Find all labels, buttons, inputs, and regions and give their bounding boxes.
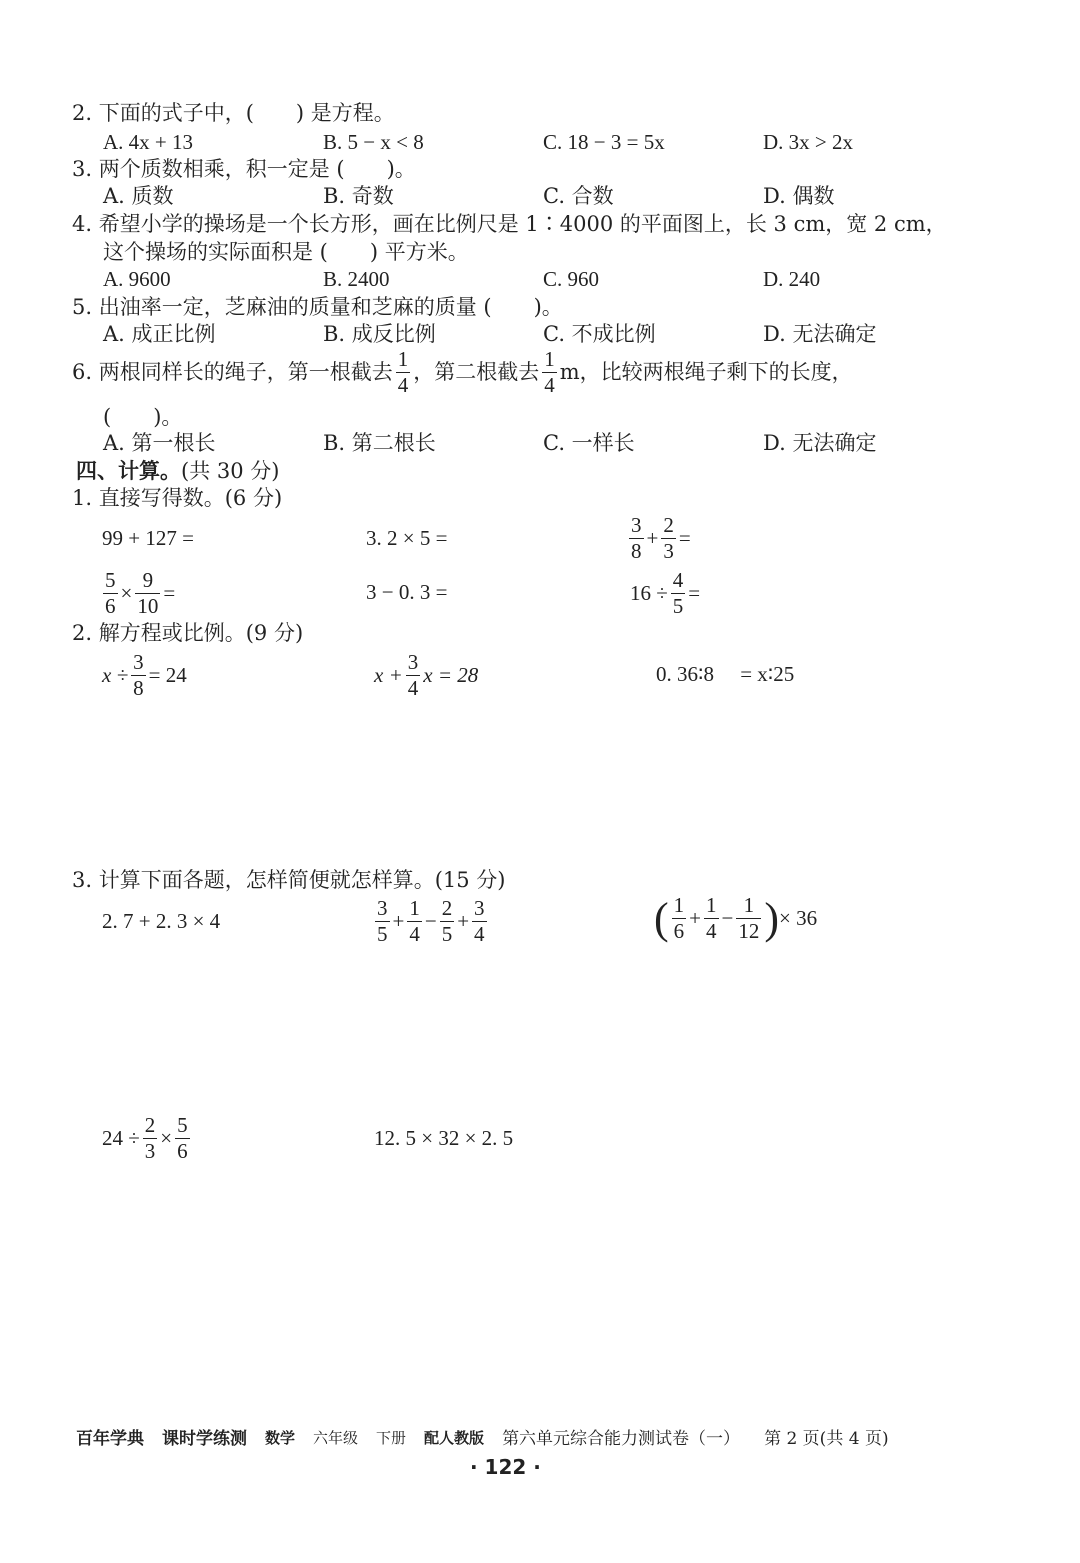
s2-e1-pre: x ÷ xyxy=(102,663,129,687)
s2-equation-2 xyxy=(374,652,478,699)
s3-e3-op1: + xyxy=(689,906,701,930)
q3-option-a: A. 质数 xyxy=(103,184,174,208)
q6-stem-line2: ( )。 xyxy=(103,405,183,429)
s3-e2b-num: 1 xyxy=(409,896,420,920)
q3-option-b: B. 奇数 xyxy=(323,184,394,208)
s1-e3-op: + xyxy=(646,526,659,550)
section-4-title: 四、计算。 xyxy=(76,458,181,483)
s3-expr-1: 2. 7 + 2. 3 × 4 xyxy=(102,909,221,933)
s2-e1-frac xyxy=(131,652,146,699)
s2-e2-post: x = 28 xyxy=(423,663,479,687)
s1-expr-4 xyxy=(100,570,175,617)
s3-e3b-den: 4 xyxy=(706,919,717,943)
s1-expr-2: 3. 2 × 5 = xyxy=(366,526,448,550)
s1-e4a-num: 5 xyxy=(105,568,116,592)
s1-e4-op: × xyxy=(120,581,133,605)
q6-option-c: C. 一样长 xyxy=(543,431,635,455)
q4-option-b: B. 2400 xyxy=(323,267,390,291)
s3-e2-op2: − xyxy=(424,909,437,933)
s1-e3-frac-b xyxy=(661,515,676,562)
s1-e3b-den: 3 xyxy=(663,539,674,563)
footer-volume: 下册 xyxy=(376,1429,407,1447)
s2-e2-frac xyxy=(406,652,421,699)
q4-option-c: C. 960 xyxy=(543,267,600,291)
s3-e4-frac-b xyxy=(175,1115,190,1162)
s3-e2-frac-b xyxy=(407,898,422,945)
s2-e1-den: 8 xyxy=(133,676,144,700)
q2-option-b: B. 5 − x < 8 xyxy=(323,130,424,154)
s2-e2-pre: x + xyxy=(374,663,403,687)
s3-e2d-den: 4 xyxy=(474,922,485,946)
s1-expr-5: 3 − 0. 3 = xyxy=(366,580,448,604)
s3-e4a-num: 2 xyxy=(144,1113,156,1137)
footer-line xyxy=(76,1431,889,1448)
s3-e3a-den: 6 xyxy=(673,919,685,943)
q4-stem-line2: 这个操场的实际面积是 ( ) 平方米。 xyxy=(103,240,469,264)
footer-test-title: 第六单元综合能力测试卷（一） xyxy=(502,1429,741,1449)
s3-e2d-num: 3 xyxy=(474,896,485,920)
footer-subject: 数学 xyxy=(265,1429,296,1447)
q3-option-c: C. 合数 xyxy=(543,184,614,208)
s3-e2-frac-c xyxy=(440,898,455,945)
s2-e2-num: 3 xyxy=(407,650,419,674)
s1-e4b-num: 9 xyxy=(142,568,154,592)
q6-frac2-num: 1 xyxy=(544,347,555,371)
s2-equation-1 xyxy=(102,652,187,699)
s2-e2-den: 4 xyxy=(407,676,419,700)
s3-expr-3 xyxy=(654,895,817,942)
s3-e3b-num: 1 xyxy=(706,893,717,917)
s3-e2-frac-d xyxy=(472,898,487,945)
s1-e4a-den: 6 xyxy=(105,594,116,618)
q6-option-b: B. 第二根长 xyxy=(323,431,436,455)
footer-page-info: 第 2 页(共 4 页) xyxy=(764,1429,889,1449)
s1-e6-den: 5 xyxy=(672,594,684,618)
s1-e3a-den: 8 xyxy=(631,539,642,563)
footer-brand: 百年学典 xyxy=(76,1429,144,1449)
s1-expr-6 xyxy=(630,570,700,617)
footer-edition: 配人教版 xyxy=(424,1429,485,1447)
q4-stem-line1: 4. 希望小学的操场是一个长方形，画在比例尺是 1∶4000 的平面图上，长 3 cm，宽 2 cm， xyxy=(72,212,947,236)
footer-series: 课时学练测 xyxy=(162,1429,247,1449)
s3-expr-4 xyxy=(102,1115,193,1162)
s3-e2-frac-a xyxy=(375,898,390,945)
s3-title: 3. 计算下面各题，怎样简便就怎样算。(15 分) xyxy=(72,868,506,892)
s1-title: 1. 直接写得数。(6 分) xyxy=(72,486,283,510)
s3-expr-2 xyxy=(372,898,490,945)
footer-grade: 六年级 xyxy=(313,1429,359,1447)
q3-stem: 3. 两个质数相乘，积一定是 ( )。 xyxy=(72,157,416,181)
s3-e2b-den: 4 xyxy=(409,922,420,946)
s1-e4-frac-a xyxy=(103,570,118,617)
section-4-heading xyxy=(76,460,279,482)
q2-option-a: A. 4x + 13 xyxy=(103,130,194,154)
s1-expr-1: 99 + 127 = xyxy=(102,526,194,550)
q6-frac2-den: 4 xyxy=(544,373,555,397)
s1-expr-3 xyxy=(626,515,691,562)
s1-e4-eq: = xyxy=(163,581,176,605)
s1-e4-frac-b xyxy=(135,570,160,617)
s3-e2-op1: + xyxy=(392,909,405,933)
q2-stem: 2. 下面的式子中，( ) 是方程。 xyxy=(72,101,395,125)
q2-option-c: C. 18 − 3 = 5x xyxy=(543,130,665,154)
s3-expr-5: 12. 5 × 32 × 2. 5 xyxy=(374,1126,514,1150)
s3-e3-frac-b xyxy=(704,895,719,942)
q6-option-a: A. 第一根长 xyxy=(103,431,216,455)
s2-e1-num: 3 xyxy=(133,650,144,674)
s3-e3c-den: 12 xyxy=(738,919,760,943)
s1-e3-eq: = xyxy=(678,526,691,550)
q5-option-c: C. 不成比例 xyxy=(543,322,656,346)
s3-e2a-den: 5 xyxy=(377,922,388,946)
s3-e3c-num: 1 xyxy=(743,893,755,917)
q2-option-d: D. 3x > 2x xyxy=(763,130,854,154)
s3-e3-frac-a xyxy=(672,895,687,942)
s3-e4-op: × xyxy=(160,1126,173,1150)
s3-e2c-den: 5 xyxy=(441,922,453,946)
s3-e4b-num: 5 xyxy=(177,1113,188,1137)
s1-e4b-den: 10 xyxy=(137,594,159,618)
s3-e3-post: × 36 xyxy=(779,906,818,930)
q3-option-d: D. 偶数 xyxy=(763,184,835,208)
s3-e3-op2: − xyxy=(721,906,734,930)
q5-stem: 5. 出油率一定，芝麻油的质量和芝麻的质量 ( )。 xyxy=(72,295,563,319)
q6-text-2: ，第二根截去 xyxy=(413,360,540,384)
q6-fraction-1 xyxy=(396,349,411,396)
s3-e3-right-paren: ) xyxy=(764,893,779,943)
q5-option-b: B. 成反比例 xyxy=(323,322,436,346)
q5-option-d: D. 无法确定 xyxy=(763,322,877,346)
s3-e3-left-paren: ( xyxy=(654,893,669,943)
s1-e3a-num: 3 xyxy=(631,513,642,537)
q5-option-a: A. 成正比例 xyxy=(103,322,216,346)
q4-option-d: D. 240 xyxy=(763,267,821,291)
q6-text-3: m，比较两根绳子剩下的长度， xyxy=(559,360,853,384)
s3-e4b-den: 6 xyxy=(177,1139,188,1163)
s1-e6-frac xyxy=(671,570,686,617)
s3-e2a-num: 3 xyxy=(377,896,388,920)
s3-e3-frac-c xyxy=(736,895,761,942)
q6-text-1: 6. 两根同样长的绳子，第一根截去 xyxy=(72,360,393,384)
page-number: · 122 · xyxy=(470,1455,541,1479)
q6-stem-line1 xyxy=(72,349,853,396)
q6-option-d: D. 无法确定 xyxy=(763,431,877,455)
q6-fraction-2 xyxy=(542,349,557,396)
section-4-score: (共 30 分) xyxy=(181,459,280,483)
s2-e1-post: = 24 xyxy=(148,663,187,687)
s1-e6-pre: 16 ÷ xyxy=(630,581,668,605)
s3-e4-pre: 24 ÷ xyxy=(102,1126,140,1150)
s1-e3-frac-a xyxy=(629,515,644,562)
s2-proportion: 0. 36∶8 = x∶25 xyxy=(656,662,795,686)
q6-frac1-num: 1 xyxy=(397,347,409,371)
q4-option-a: A. 9600 xyxy=(103,267,171,291)
s3-e4-frac-a xyxy=(143,1115,158,1162)
s3-e3a-num: 1 xyxy=(673,893,685,917)
s3-e4a-den: 3 xyxy=(144,1139,156,1163)
s2-title: 2. 解方程或比例。(9 分) xyxy=(72,621,304,645)
s1-e6-num: 4 xyxy=(672,568,684,592)
s3-e2c-num: 2 xyxy=(441,896,453,920)
s3-e2-op3: + xyxy=(457,909,470,933)
q6-frac1-den: 4 xyxy=(397,373,409,397)
s1-e3b-num: 2 xyxy=(663,513,674,537)
s1-e6-eq: = xyxy=(688,581,701,605)
